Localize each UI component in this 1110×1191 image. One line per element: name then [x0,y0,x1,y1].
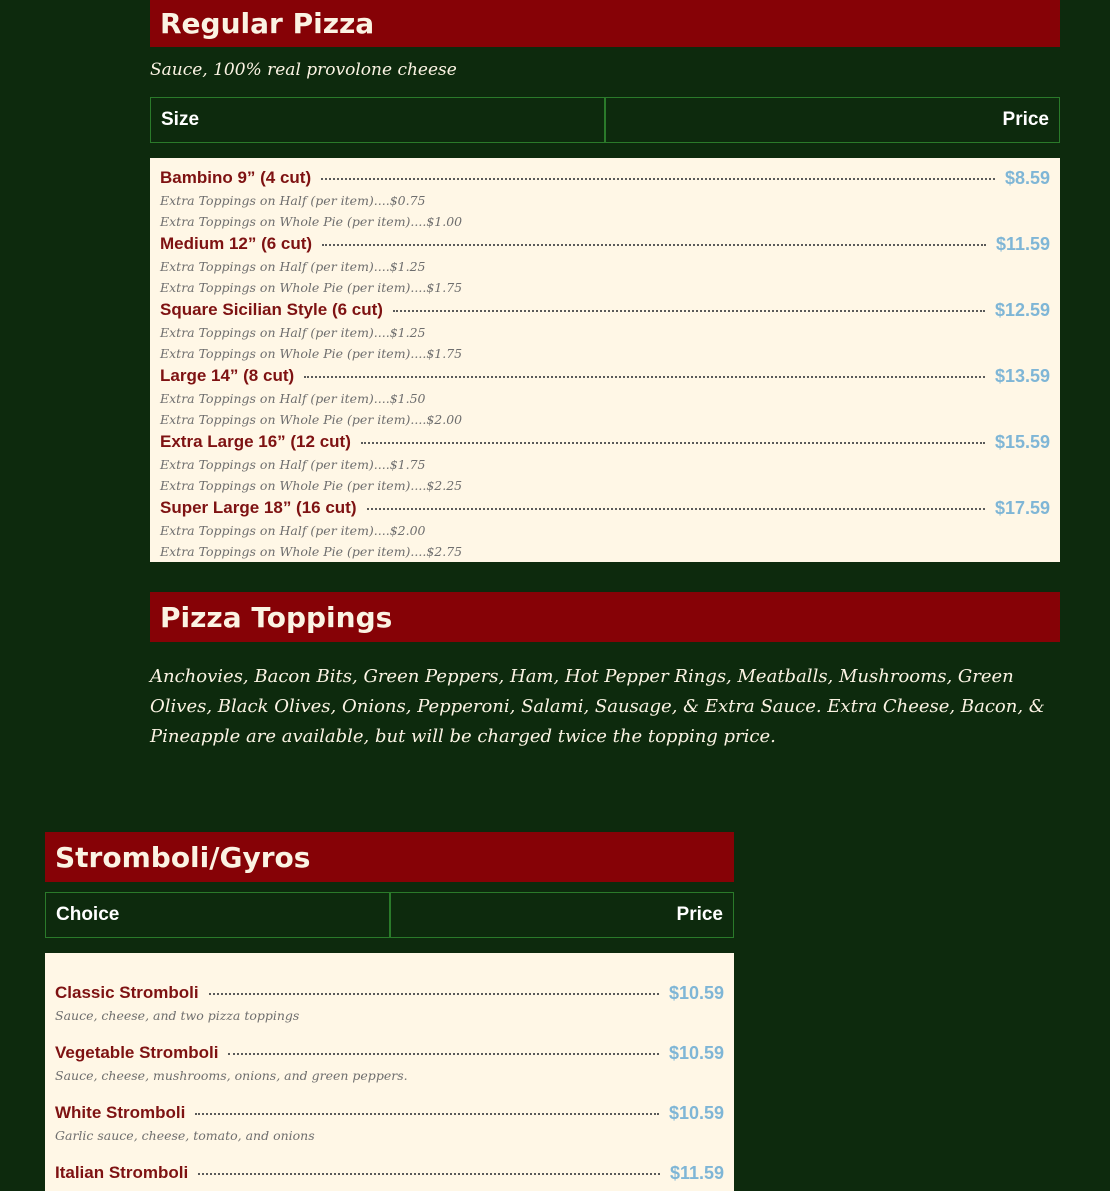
pizza-item [160,430,1050,496]
pizza-item-price: $8.59 [1004,167,1050,188]
dot-leader [393,310,985,312]
pizza-item-price: $15.59 [994,431,1050,452]
dot-leader [209,993,659,995]
stromboli-item-name: Vegetable Stromboli [55,1043,219,1062]
dot-leader [228,1053,659,1055]
regular-pizza-header [150,0,1060,47]
pizza-item [160,232,1050,298]
dot-leader [367,508,985,510]
stromboli-item-price: $10.59 [668,1102,724,1123]
stromboli-title: Stromboli/Gyros [55,840,311,874]
stromboli-item [55,1101,724,1161]
dot-leader [322,244,986,246]
half-topping-note: Extra Toppings on Half (per item)....$2.00 [160,523,426,538]
pizza-toppings-title: Pizza Toppings [160,600,393,634]
size-column-header: Size [150,97,605,143]
stromboli-item-price: $11.59 [669,1162,724,1183]
stromboli-item-price: $10.59 [668,982,724,1003]
regular-pizza-title: Regular Pizza [160,7,375,40]
pizza-item-price: $13.59 [994,365,1050,386]
regular-pizza-column-header [150,97,1060,143]
half-topping-note: Extra Toppings on Half (per item)....$1.75 [160,457,426,472]
toppings-description: Anchovies, Bacon Bits, Green Peppers, Ham, Hot Pepper Rings, Meatballs, Mushrooms, Green Olives, Black Olives, Onions, Pepperoni, Salami, Sausage, & Extra Sauce. Extra Cheese, Bacon, & Pineapple are available, but will be charged twice the topping price. [150,666,1045,747]
pizza-item-name: Super Large 18” (16 cut) [160,498,357,517]
stromboli-item-name: Italian Stromboli [55,1163,189,1182]
dot-leader [361,442,985,444]
dot-leader [198,1173,660,1175]
dot-leader [304,376,985,378]
stromboli-header [45,832,734,882]
choice-column-header: Choice [45,892,390,938]
stromboli-item [55,1161,724,1191]
half-topping-note: Extra Toppings on Half (per item)....$1.25 [160,259,426,274]
price-column-header: Price [605,97,1060,143]
stromboli-item [55,1041,724,1101]
whole-topping-note: Extra Toppings on Whole Pie (per item)....$2.75 [160,544,463,559]
pizza-item-name: Extra Large 16” (12 cut) [160,432,351,451]
whole-topping-note: Extra Toppings on Whole Pie (per item)....$2.00 [160,412,463,427]
pizza-item [160,496,1050,562]
half-topping-note: Extra Toppings on Half (per item)....$1.50 [160,391,426,406]
stromboli-column-header [45,892,734,938]
stromboli-item-description: Garlic sauce, cheese, tomato, and onions [55,1128,315,1143]
pizza-item-name: Bambino 9” (4 cut) [160,168,312,187]
price-column-header: Price [390,892,735,938]
stromboli-item-name: White Stromboli [55,1103,186,1122]
stromboli-item-description: Sauce, cheese, mushrooms, onions, and green peppers. [55,1068,408,1083]
stromboli-menu [45,953,734,1191]
pizza-item-price: $11.59 [995,233,1050,254]
whole-topping-note: Extra Toppings on Whole Pie (per item)....$1.75 [160,346,463,361]
stromboli-item-price: $10.59 [668,1042,724,1063]
whole-topping-note: Extra Toppings on Whole Pie (per item)....$1.00 [160,214,463,229]
half-topping-note: Extra Toppings on Half (per item)....$0.75 [160,193,426,208]
pizza-item [160,298,1050,364]
pizza-item-name: Medium 12” (6 cut) [160,234,313,253]
stromboli-item-name: Classic Stromboli [55,983,199,1002]
pizza-item-price: $17.59 [994,497,1050,518]
whole-topping-note: Extra Toppings on Whole Pie (per item)....$1.75 [160,280,463,295]
pizza-item-name: Square Sicilian Style (6 cut) [160,300,383,319]
half-topping-note: Extra Toppings on Half (per item)....$1.25 [160,325,426,340]
whole-topping-note: Extra Toppings on Whole Pie (per item)....$2.25 [160,478,463,493]
pizza-item-price: $12.59 [994,299,1050,320]
regular-pizza-subtitle: Sauce, 100% real provolone cheese [150,60,457,80]
dot-leader [195,1113,659,1115]
regular-pizza-menu [150,158,1060,562]
stromboli-item-description [55,1185,724,1191]
stromboli-item [55,981,724,1041]
pizza-item-name: Large 14” (8 cut) [160,366,295,385]
pizza-toppings-header [150,592,1060,642]
dot-leader [321,178,995,180]
stromboli-item-description: Sauce, cheese, and two pizza toppings [55,1008,300,1023]
pizza-item [160,364,1050,430]
pizza-item [160,166,1050,232]
